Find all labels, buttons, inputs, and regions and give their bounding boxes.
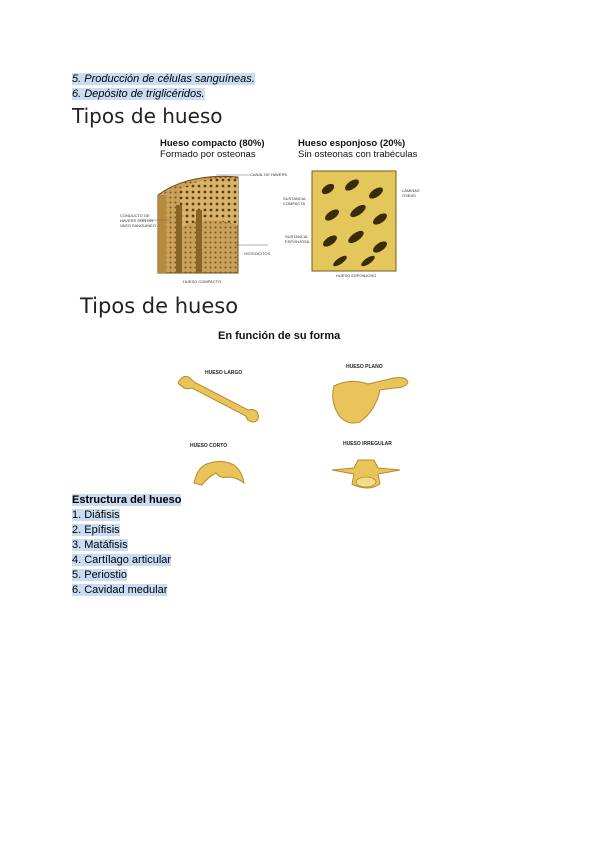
- spongy-sub: Sin osteonas con trabéculas: [298, 149, 418, 160]
- short-bone-label: HUESO CORTO: [190, 443, 228, 449]
- spongy-label-2: LÁMINAS ÓSEAS: [402, 188, 420, 198]
- structure-heading: Estructura del hueso: [72, 494, 182, 506]
- compact-label-2: OSTEOCITOS: [244, 251, 271, 256]
- spongy-label-1: SUSTANCIA ESPONJOSA: [285, 234, 310, 244]
- slide2-subtitle: En función de su forma: [218, 330, 341, 342]
- structure-item-5: 5. Periostio: [72, 569, 128, 581]
- irregular-bone-illustration: [328, 454, 404, 494]
- flat-bone-illustration: [320, 370, 412, 428]
- spongy-label-3: HUESO ESPONJOSO: [336, 273, 377, 278]
- compact-label-0: CANAL DE HAVERS: [250, 172, 288, 177]
- compact-sub: Formado por osteonas: [160, 149, 256, 160]
- spongy-bone-illustration: [310, 165, 400, 277]
- spongy-label-0: SUSTANCIA COMPACTA: [283, 196, 306, 206]
- irregular-bone-label: HUESO IRREGULAR: [343, 441, 392, 447]
- compact-heading: Hueso compacto (80%): [160, 138, 265, 149]
- long-bone-illustration: [172, 372, 267, 427]
- spongy-heading-block: [298, 138, 417, 160]
- structure-item-1: 1. Diáfisis: [72, 509, 120, 521]
- slide2-title: Tipos de hueso: [80, 294, 239, 318]
- compact-label-3: HUESO COMPACTO: [183, 279, 222, 284]
- slide1-title: Tipos de hueso: [72, 104, 223, 128]
- short-bone-illustration: [188, 455, 248, 489]
- compact-label-1: CONDUCTO DE HAVERS CON UN VASO SANGUINEO: [120, 213, 156, 228]
- intro-line-6: 6. Depósito de triglicéridos.: [72, 88, 205, 100]
- intro-line-5: 5. Producción de células sanguíneas.: [72, 73, 255, 85]
- compact-heading-block: [160, 138, 265, 160]
- structure-item-2: 2. Epífisis: [72, 524, 120, 536]
- structure-item-3: 3. Matáfisis: [72, 539, 128, 551]
- spongy-heading: Hueso esponjoso (20%): [298, 138, 406, 149]
- structure-item-4: 4. Cartílago articular: [72, 554, 172, 566]
- flat-bone-label: HUESO PLANO: [346, 364, 383, 370]
- structure-item-6: 6. Cavidad medular: [72, 584, 168, 596]
- long-bone-label: HUESO LARGO: [205, 370, 243, 376]
